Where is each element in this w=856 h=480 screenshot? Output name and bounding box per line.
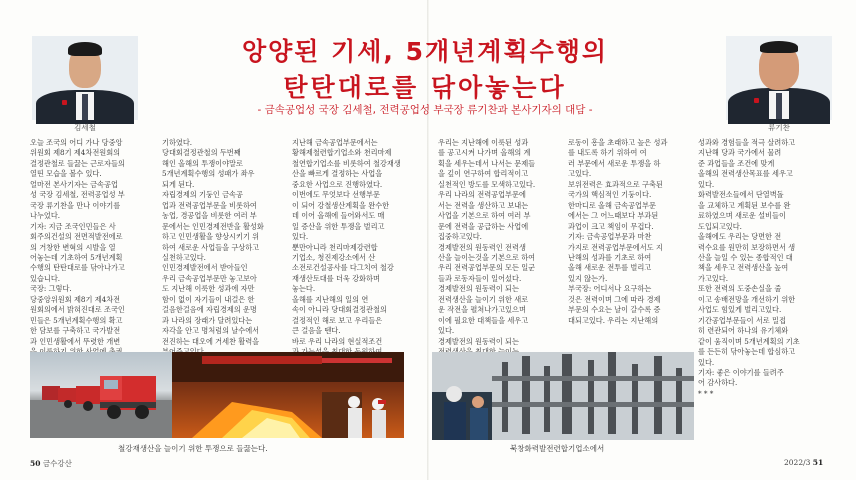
- photo-steel-trucks: [30, 352, 172, 438]
- photo-caption-right: 북창화력발전련합기업소에서: [510, 444, 605, 453]
- article-column-6: 성과와 경험들을 적극 살려하고 지난해 당과 국가에서 물려 준 과업들을 조건에 맞게 올해의 전력생산목표를 세우고 있다. 화력발전소들에서 단열벽돌 을 교체하고 계획된 보수를 완 료하였으며 새로운 설비들이 도입되고있다. 올해에도 우리는 당면한 전 력수요를 원만히 보장하면서 생 산을 늘일 수 있는 종합적인 대 책을 세우고 전력생산을 높여 가고있다. 또한 전력의 도중손실을 줄 이고 송배전망을 개선하기 위한 사업도 힘있게 벌리고있다. 기간공업부문들이 서로 밀접 히 련관되어 하나의 유기체와 같이 움직이며 5개년계획의 기초 를 든든히 닦아놓는데 합심하고 있다. 기자: 좋은 이야기를 들려주 어 감사하다. * * *: [698, 138, 800, 398]
- photo-caption-left: 철강재생산을 늘이기 위한 투쟁으로 들끓는다.: [118, 444, 268, 453]
- portrait-caption-right: 류기찬: [768, 123, 790, 132]
- photo-power-plant: [432, 352, 694, 440]
- footer-right: [784, 458, 823, 467]
- article-column-1: 오늘 조국의 어디 가나 당중앙 위원회 제8기 제4차전원회의 결정관철로 들끓는 근로자들의 열띤 모습을 볼수 있다. 얼마전 본사기자는 금속공업 성 국장 김세철, 전력공업성 부 국장 류기찬을 만나 이야기를 나누었다. 기자: 지금 조국인민들은 사 회주의건설의 전면적발전에로 의 거창한 변혁의 시발을 열 어놓는데 기초하여 5개년계획 수행의 탄탄대로를 닦아나가고 있습니다. 국장: 그렇다. 당중앙위원회 제8기 제4차전 원회의에서 밝혀진대로 조국인 민들은 5개년계획수행의 확고 한 담보를 구축하고 국가발전 과 인민생활에서 뚜렷한 개변: [30, 138, 125, 346]
- portrait-ryu-ki-chan: [726, 36, 832, 120]
- portrait-kim-se-chol: [32, 36, 138, 120]
- magazine-name: 금수강산: [42, 459, 72, 468]
- portrait-caption-left: 김세철: [74, 123, 96, 132]
- page-number-right: 51: [812, 458, 824, 467]
- page-number-left: 50: [30, 459, 41, 468]
- power-plant-illustration: [432, 352, 694, 440]
- issue-number: 2022/3: [784, 458, 811, 467]
- headline-subtitle: - 금속공업성 국장 김세철, 전력공업성 부국장 류기찬과 본사기자의 대담 -: [257, 104, 593, 116]
- footer-left: [30, 458, 72, 469]
- article-column-2: 기하였다. 당대회결정관철의 두번째 해인 올해의 투쟁이야말로 5개년계획수행의 성패가 좌우 되게 된다. 자립경제의 기둥인 금속공 업과 전력공업부문을 비롯하여 농업, 경공업을 비롯한 여러 부 문에서는 인민경제전반을 활성화 하고 인민생활을 향상시키기 위 하여 새로운 사업들을 구상하고 실천하고있다. 인민경제발전에서 받아들인 우리 금속공업부문만 놓고보아 도 지난해 이룩한 성과에 자만 함이 없이 자기들이 내걸은 한 걸음한걸음에 자립경제의 운명 과 나라의 장래가 달려있다는 자각을 안고 명처럼의 날수에서 전진하는 대오에 거세찬 활력을: [162, 138, 264, 346]
- article-column-3: 지난해 금속공업부문에서는 황해제철련합기업소와 천리마제 철연합기업소를 비롯하여 철강재생 산을 빠르게 결정하는 사업을 중요한 사업으로 진행하였다. 이번에도 무엇보다 선행부문 이 되어 강철생산계획을 완수한 데 이어 올해에 들어와서도 매 일 증산을 위한 투쟁을 벌리고 있다. 뿐만아니라 천리마제강련합 기업소, 청진제강소에서 산 소전로건설공사를 다그치여 철강 재생산토대를 더욱 강화하며 놓는다. 올해를 지난해의 일의 연 속이 아니라 당대회결정관철의 결정적인 해로 보고 우리들은 큰 걸음을 뗀다. 바로 우리 나라의 현실적조건: [292, 138, 401, 346]
- article-column-4: 우리는 지난해에 이룩된 성과 를 공고시켜 나가며 올해의 계 획을 세우는데서 나서는 문제들 을 깊이 연구하여 합리적이고 실천적인 방도를 모색하고있다. 우리 나라의 전력공업부문에 서는 전력을 생산하고 보내는 사업을 기본으로 하여 여러 부 문에 전력을 공급하는 사업에 집중하고있다. 경제발전의 원동력인 전력생 산을 늘이는것을 기본으로 하여 우리 전력공업부문의 모든 일군 들과 로동자들이 일어섰다. 경제발전의 원동력이 되는 전력생산을 늘이기 위한 새로 운 작전을 펼쳐나가고있으며 이에 필요한 대책들을 세우고 있다. 경제발전의 원동력이 되는: [438, 138, 536, 346]
- headline-line-2: 탄탄대로를 닦아놓는다: [283, 73, 567, 102]
- article-column-5: 로동이 흥을 초래하고 높은 성과 를 내도록 하기 위하여 여 러 부문에서 새로운 투쟁을 하 고있다. 보위전력은 효과적으로 구축된 국가의 핵심적인 기둥이다. 한마디로 올해 금속공업부문 에서는 그 어느때보다 부과된 과업이 크고 책임이 무겁다. 기자: 금속공업부문과 마찬 가지로 전력공업부문에서도 지 난해의 성과를 기초로 하여 올해 새로운 전투를 벌리고 있지 않는가. 부국장: 어디서나 요구하는 것은 전력이며 그에 따라 경제 부문의 수요는 날이 갈수록 증 대되고있다. 우리는 지난해의: [568, 138, 668, 325]
- steelworks-illustration: [172, 352, 404, 438]
- trucks-illustration: [30, 352, 172, 438]
- headline-line-1: 앙양된 기세, 5개년계획수행의: [241, 37, 609, 66]
- photo-molten-steel: [172, 352, 404, 438]
